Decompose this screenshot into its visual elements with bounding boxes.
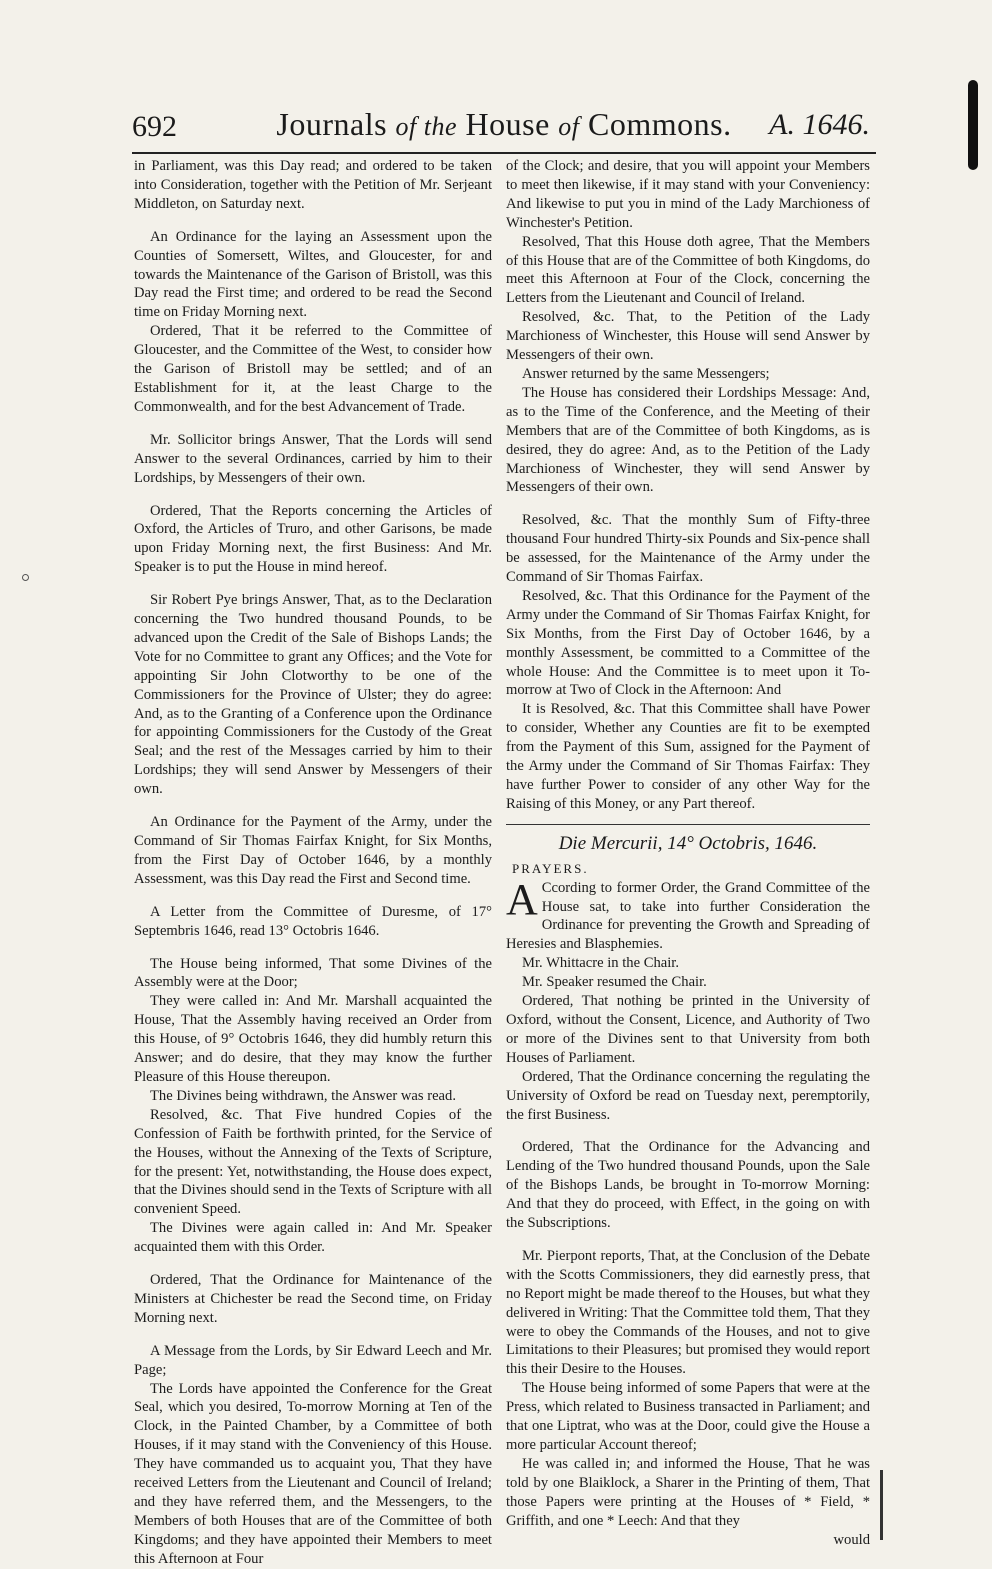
paragraph: Resolved, &c. That Five hundred Copies of the Confession of Faith be forthwith printed, for the Service of the Houses, without the Annexing of the Texts of Scripture, for the present: Yet, notwithstanding, the House does expect, that the Divines should send in the Texts of Scripture with all convenient Speed. [134, 1106, 492, 1218]
page-number: 692 [132, 110, 177, 143]
paragraph: in Parliament, was this Day read; and ordered to be taken into Consideration, together with the Petition of Mr. Serjeant Middleton, on Saturday next. [134, 158, 492, 212]
paragraph: Ordered, That the Ordinance for Maintenance of the Ministers at Chichester be read the Second time, on Friday Morning next. [134, 1272, 492, 1326]
paragraph: Sir Robert Pye brings Answer, That, as to the Declaration concerning the Two hundred thousand Pounds, to be advanced upon the Credit of the Sale of Bishops Lands; the Vote for no Committee to grant any Offices; and the Vote for appointing Sir John Clotworthy to be one of the Commissioners for the Province of Ulster; they do agree: And, as to the Granting of a Conference upon the Ordinance for appointing Commissioners for the Custody of the Great Seal; and the rest of the Messages carried by him to their Lordships; they will send Answer by Messengers of their own. [134, 592, 492, 798]
paragraph: The House being informed of some Papers that were at the Press, which related to Business transacted in Parliament; and that one Liptrat, who was at the Door, could give the House a more particular Account thereof; [506, 1380, 870, 1453]
paragraph: A Ccording to former Order, the Grand Committee of the House sat, to take into further Consideration the Ordinance for preventing the Growth and Spreading of Heresies and Blasphemies. [506, 874, 870, 953]
running-title: Journals of the House of Commons. [276, 106, 732, 142]
paragraph: of the Clock; and desire, that you will appoint your Members to meet then likewise, if it may stand with your Conveniency: And likewise to put you in mind of the Lady Marchioness of Winchester's Petition. [506, 158, 870, 231]
section-rule [506, 824, 870, 825]
binding-mark-bottom [880, 1470, 883, 1540]
paragraph: Ordered, That the Ordinance concerning the regulating the University of Oxford be read on Tuesday next, peremptorily, the first Business. [506, 1068, 870, 1123]
punch-hole [22, 574, 29, 581]
paragraph: Ordered, That the Reports concerning the Articles of Oxford, the Articles of Truro, and other Garisons, be made upon Friday Morning next, the first Business: And Mr. Speaker is to put the House in mind hereof. [134, 502, 492, 576]
paragraph: Resolved, &c. That this Ordinance for the Payment of the Army under the Command of Sir Thomas Fairfax Knight, for Six Months, from the First Day of October 1646, by a monthly Assessment, be committed to a Committee of the whole House: And the Committee is to meet upon it To-morrow at Two of Clock in the Afternoon: And [506, 587, 870, 699]
paragraph: Resolved, &c. That the monthly Sum of Fifty-three thousand Four hundred Thirty-six Pounds and Six-pence shall be assessed, for the Maintenance of the Army under the Command of Sir Thomas Fairfax. [506, 512, 870, 586]
header-rule [132, 152, 876, 154]
left-column [134, 157, 492, 1569]
paragraph: The House being informed, That some Divines of the Assembly were at the Door; [134, 955, 492, 991]
drop-cap: A [506, 874, 538, 924]
paragraph: Ordered, That it be referred to the Committee of Gloucester, and the Committee of the West, to consider how the Garison of Bristoll may be settled; and of an Establishment for it, at the least Charge to the Commonwealth, and for the best Advancement of Trade. [134, 323, 492, 415]
paragraph: A Message from the Lords, by Sir Edward Leech and Mr. Page; [134, 1342, 492, 1378]
paragraph: It is Resolved, &c. That this Committee shall have Power to consider, Whether any Counties are fit to be exempted from the Payment of this Sum, assigned for the Payment of the Army under the Command of Sir Thomas Fairfax: They have further Power to consider of any other Way for the Raising of this Money, or any Part thereof. [506, 701, 870, 812]
paragraph: Resolved, &c. That, to the Petition of the Lady Marchioness of Winchester, this House will send Answer by Messengers of their own. [506, 309, 870, 364]
paragraph: An Ordinance for the Payment of the Army, under the Command of Sir Thomas Fairfax Knight, for Six Months, from the First Day of October 1646, by a monthly Assessment, was this Day read the First and Second time. [134, 814, 492, 887]
paragraph: The House has considered their Lordships Message: And, as to the Time of the Conference, and the Meeting of their Members that are of the Committee of both Kingdoms, as is desired, they do agree: And, as to the Petition of the Lady Marchioness of Winchester, they will send Answer by Messengers of their own. [506, 384, 870, 496]
paragraph: Resolved, That this House doth agree, That the Members of this House that are of the Committee of both Kingdoms, do meet this Afternoon at Four of the Clock, concerning the Letters from the Lieutenant and Council of Ireland. [506, 233, 870, 307]
prayers-label: PRAYERS. [512, 860, 589, 876]
paragraph: The Lords have appointed the Conference for the Great Seal, which you desired, To-morrow Morning at Ten of the Clock, in the Painted Chamber, by a Committee of both Houses, if it may stand with the Conveniency of this House. They have commanded us to acquaint you, That they have received Letters from the Lieutenant and Council of Ireland; and they have referred them, and the Messengers, to the Members of both Houses that are of the Committee of both Kingdoms; and they have appointed their Members to meet this Afternoon at Four [134, 1380, 492, 1567]
paragraph: An Ordinance for the laying an Assessment upon the Counties of Somersett, Wiltes, and Gloucester, for and towards the Maintenance of the Garison of Bristoll, was this Day read the First time; and ordered to be read the Second time on Friday Morning next. [134, 228, 492, 321]
paragraph: A Letter from the Committee of Duresme, of 17° Septembris 1646, read 13° Octobris 1646. [134, 903, 492, 939]
paragraph: Ordered, That nothing be printed in the University of Oxford, without the Consent, Licence, and Authority of Two or more of the Divines sent to that University from both Houses of Parliament. [506, 993, 870, 1066]
paragraph: Mr. Speaker resumed the Chair. [522, 974, 707, 991]
binding-mark [968, 80, 978, 170]
paragraph: Ordered, That the Ordinance for the Advancing and Lending of the Two hundred thousand Pounds, upon the Sale of the Bishops Lands, be brought in To-morrow Morning: And that they do proceed, with Effect, in the going on with the Subscriptions. [506, 1139, 870, 1232]
paragraph: They were called in: And Mr. Marshall acquainted the House, That the Assembly having received an Order from this House, of 9° Octobris 1646, they did humbly return this Answer; and do desire, that they may know the further Pleasure of this House thereupon. [134, 993, 492, 1085]
catchword: would [833, 1531, 870, 1548]
paragraph: Mr. Sollicitor brings Answer, That the Lords will send Answer to the several Ordinances, carried by him to their Lordships, by Messengers of their own. [134, 431, 492, 486]
paragraph: He was called in; and informed the House, That he was told by one Blaiklock, a Sharer in the Printing of them, That those Papers were printing at the Houses of * Field, * Griffith, and one * Leech: And that they [506, 1455, 870, 1529]
paragraph: The Divines being withdrawn, the Answer was read. [150, 1087, 456, 1104]
day-heading: Die Mercurii, 14° Octobris, 1646. [558, 832, 818, 854]
page-header [132, 102, 876, 152]
paragraph: The Divines were again called in: And Mr. Speaker acquainted them with this Order. [134, 1220, 492, 1256]
paragraph: Mr. Whittacre in the Chair. [522, 955, 679, 972]
right-column [506, 157, 870, 1549]
paragraph: Answer returned by the same Messengers; [522, 365, 770, 382]
year: A. 1646. [769, 108, 870, 141]
paragraph: Mr. Pierpont reports, That, at the Conclusion of the Debate with the Scotts Commissioners, they did earnestly press, that no Report might be made thereof to the Houses, but what they delivered in Writing: That the Committee told them, That they were to obey the Commands of the Houses, and not to give Limitations to their Pleasures; but promised they would report this their Desire to the Houses. [506, 1247, 870, 1378]
